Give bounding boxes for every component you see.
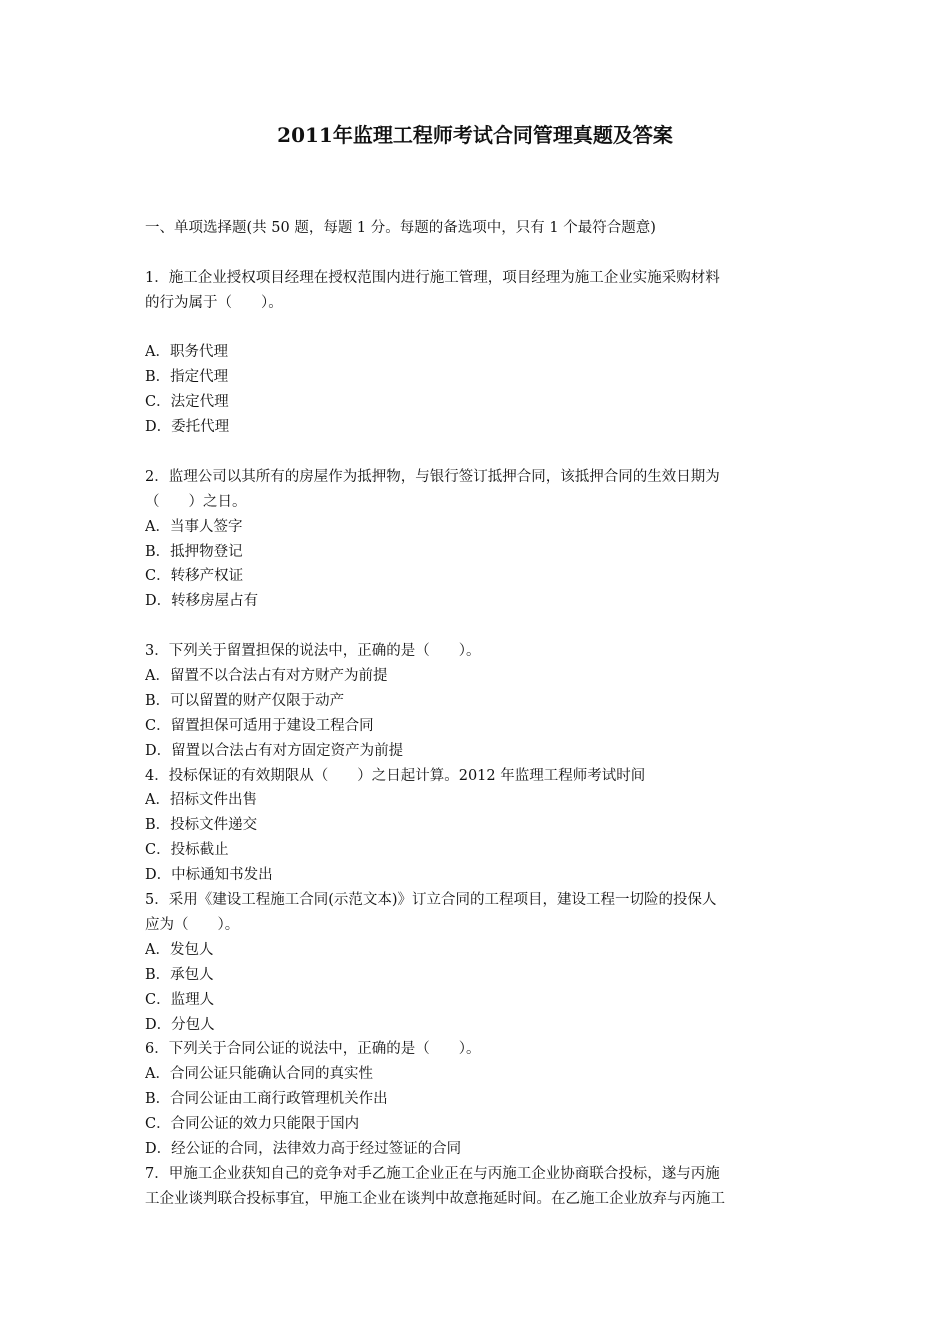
paragraph-gap: [145, 241, 811, 266]
question-2-option-c: C．转移产权证: [145, 568, 244, 585]
question-3-option-a: A．留置不以合法占有对方财产为前提: [145, 668, 388, 685]
question-1-option-d: D．委托代理: [145, 419, 230, 436]
question-4-option-a: A．招标文件出售: [145, 792, 257, 809]
question-1-stem-line-1: 1．施工企业授权项目经理在授权范围内进行施工管理，项目经理为施工企业实施采购材料: [145, 269, 720, 286]
question-5-option-b: B．承包人: [145, 966, 214, 983]
question-3-option-c: C．留置担保可适用于建设工程合同: [145, 717, 374, 734]
question-1-stem-line-2: 的行为属于（ ）。: [145, 294, 283, 311]
question-4-option-c: C．投标截止: [145, 842, 229, 859]
question-3-option-b: B．可以留置的财产仅限于动产: [145, 692, 345, 709]
question-3-stem-line-1: 3．下列关于留置担保的说法中，正确的是（ ）。: [145, 643, 481, 660]
question-6-option-d: D．经公证的合同，法律效力高于经过签证的合同: [145, 1140, 462, 1157]
question-2-stem-line-1: 2．监理公司以其所有的房屋作为抵押物，与银行签订抵押合同，该抵押合同的生效日期为: [145, 468, 720, 485]
question-2-option-d: D．转移房屋占有: [145, 593, 259, 610]
question-3-option-d: D．留置以合法占有对方固定资产为前提: [145, 742, 404, 759]
question-7-stem-line-2: 工企业谈判联合投标事宜，甲施工企业在谈判中故意拖延时间。在乙施工企业放弃与丙施工: [145, 1190, 725, 1207]
document-title: 2011年监理工程师考试合同管理真题及答案: [277, 123, 673, 147]
question-5-stem-line-1: 5．采用《建设工程施工合同(示范文本)》订立合同的工程项目，建设工程一切险的投保人: [145, 892, 717, 909]
question-4-stem-line-1: 4．投标保证的有效期限从（ ）之日起计算。2012 年监理工程师考试时间: [145, 767, 646, 784]
question-4-option-b: B．投标文件递交: [145, 817, 258, 834]
document-body: [145, 216, 811, 1212]
section-heading: 一、单项选择题(共 50 题，每题 1 分。每题的备选项中，只有 1 个最符合题意): [145, 220, 656, 236]
question-6-stem-line-1: 6．下列关于合同公证的说法中，正确的是（ ）。: [145, 1041, 481, 1058]
paragraph-gap: [145, 440, 811, 465]
question-4-option-d: D．中标通知书发出: [145, 867, 273, 884]
question-1-option-a: A．职务代理: [145, 344, 228, 361]
question-2-option-b: B．抵押物登记: [145, 543, 243, 560]
question-2-option-a: A．当事人签字: [145, 518, 243, 535]
question-6-option-c: C．合同公证的效力只能限于国内: [145, 1116, 360, 1133]
question-5-option-d: D．分包人: [145, 1016, 215, 1033]
question-5-option-c: C．监理人: [145, 991, 215, 1008]
question-1-option-b: B．指定代理: [145, 369, 229, 386]
question-6-option-a: A．合同公证只能确认合同的真实性: [145, 1066, 373, 1083]
question-2-stem-line-2: （ ）之日。: [145, 493, 247, 510]
paragraph-gap: [145, 316, 811, 341]
question-1-option-c: C．法定代理: [145, 394, 229, 411]
question-7-stem-line-1: 7．甲施工企业获知自己的竞争对手乙施工企业正在与丙施工企业协商联合投标，遂与丙施: [145, 1165, 720, 1182]
question-6-option-b: B．合同公证由工商行政管理机关作出: [145, 1091, 388, 1108]
paragraph-gap: [145, 614, 811, 639]
question-5-option-a: A．发包人: [145, 941, 214, 958]
question-5-stem-line-2: 应为（ ）。: [145, 916, 240, 933]
